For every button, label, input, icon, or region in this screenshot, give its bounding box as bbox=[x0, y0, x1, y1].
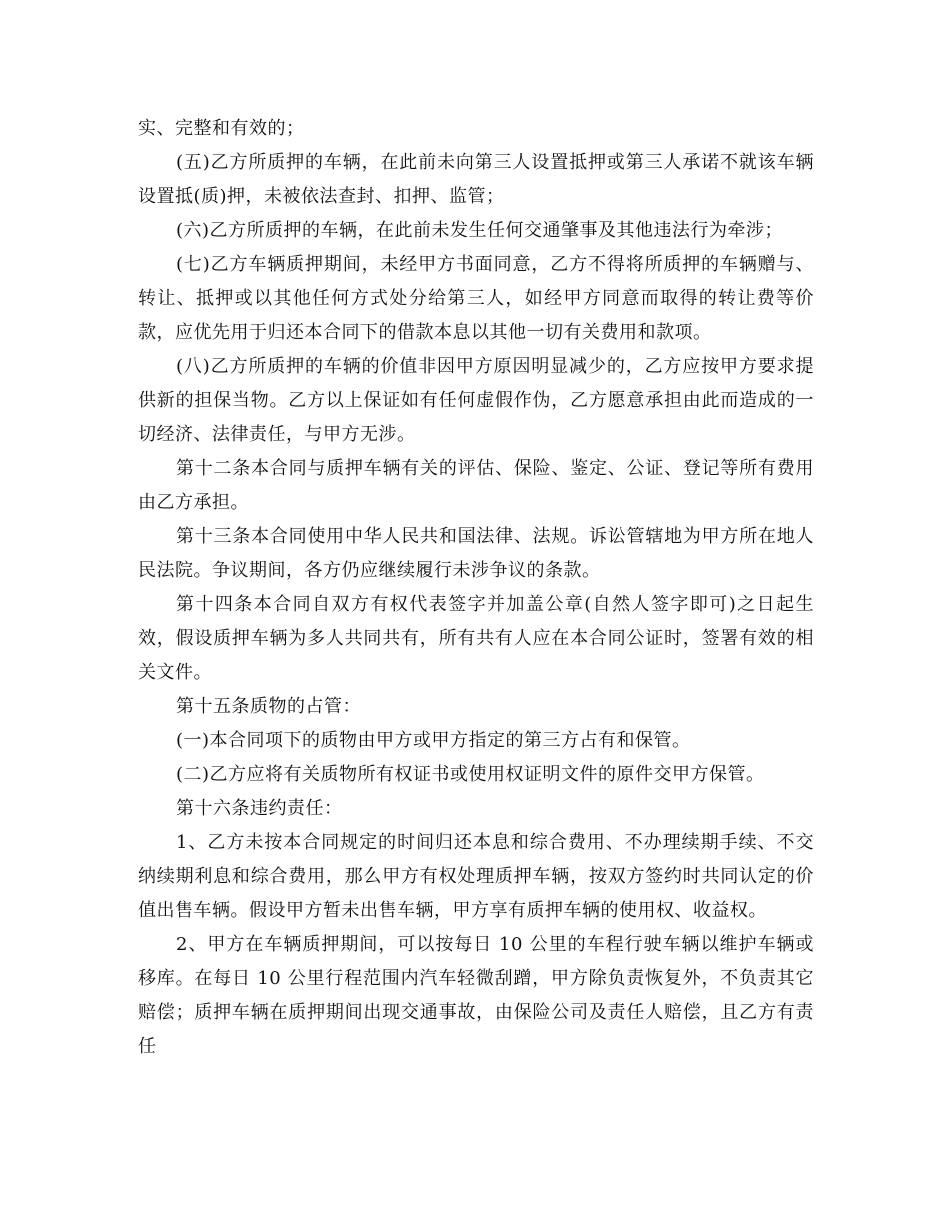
paragraph-1: 实、完整和有效的； bbox=[138, 118, 305, 139]
paragraph-11: (二)乙方应将有关质物所有权证书或使用权证明文件的原件交甲方保管。 bbox=[176, 764, 765, 785]
paragraph-9: 第十五条质物的占管： bbox=[176, 696, 361, 717]
paragraph-3: (六)乙方所质押的车辆，在此前未发生任何交通肇事及其他违法行为牵涉； bbox=[176, 220, 784, 241]
paragraph-4: (七)乙方车辆质押期间，未经甲方书面同意，乙方不得将所质押的车辆赠与、转让、抵押或以其他任何方式处分给第三人，如经甲方同意而取得的转让费等价款，应优先用于归还本合同下的借款本息以其他一切有关费用和款项。 bbox=[138, 254, 814, 343]
paragraph-13: 1、乙方未按本合同规定的时间归还本息和综合费用、不办理续期手续、不交纳续期利息和综合费用，那么甲方有权处理质押车辆，按双方签约时共同认定的价值出售车辆。假设甲方暂未出售车辆，甲方享有质押车辆的使用权、收益权。 bbox=[138, 832, 814, 921]
paragraph-6: 第十二条本合同与质押车辆有关的评估、保险、鉴定、公证、登记等所有费用由乙方承担。 bbox=[138, 458, 814, 513]
paragraph-7: 第十三条本合同使用中华人民共和国法律、法规。诉讼管辖地为甲方所在地人民法院。争议期间，各方仍应继续履行未涉争议的条款。 bbox=[138, 526, 814, 581]
paragraph-12: 第十六条违约责任： bbox=[176, 798, 343, 819]
paragraph-8: 第十四条本合同自双方有权代表签字并加盖公章(自然人签字即可)之日起生效，假设质押车辆为多人共同共有，所有共有人应在本合同公证时，签署有效的相关文件。 bbox=[138, 594, 814, 683]
paragraph-2: (五)乙方所质押的车辆，在此前未向第三人设置抵押或第三人承诺不就该车辆设置抵(质)押，未被依法查封、扣押、监管； bbox=[138, 152, 814, 207]
paragraph-10: (一)本合同项下的质物由甲方或甲方指定的第三方占有和保管。 bbox=[176, 730, 691, 751]
paragraph-14: 2、甲方在车辆质押期间，可以按每日 10 公里的车程行驶车辆以维护车辆或移库。在每日 10 公里行程范围内汽车轻微刮蹭，甲方除负责恢复外，不负责其它赔偿；质押车辆在质押期间出现交通事故，由保险公司及责任人赔偿，且乙方有责任 bbox=[138, 934, 814, 1057]
paragraph-5: (八)乙方所质押的车辆的价值非因甲方原因明显减少的，乙方应按甲方要求提供新的担保当物。乙方以上保证如有任何虚假作伪，乙方愿意承担由此而造成的一切经济、法律责任，与甲方无涉。 bbox=[138, 356, 814, 445]
document-body bbox=[138, 112, 814, 1064]
